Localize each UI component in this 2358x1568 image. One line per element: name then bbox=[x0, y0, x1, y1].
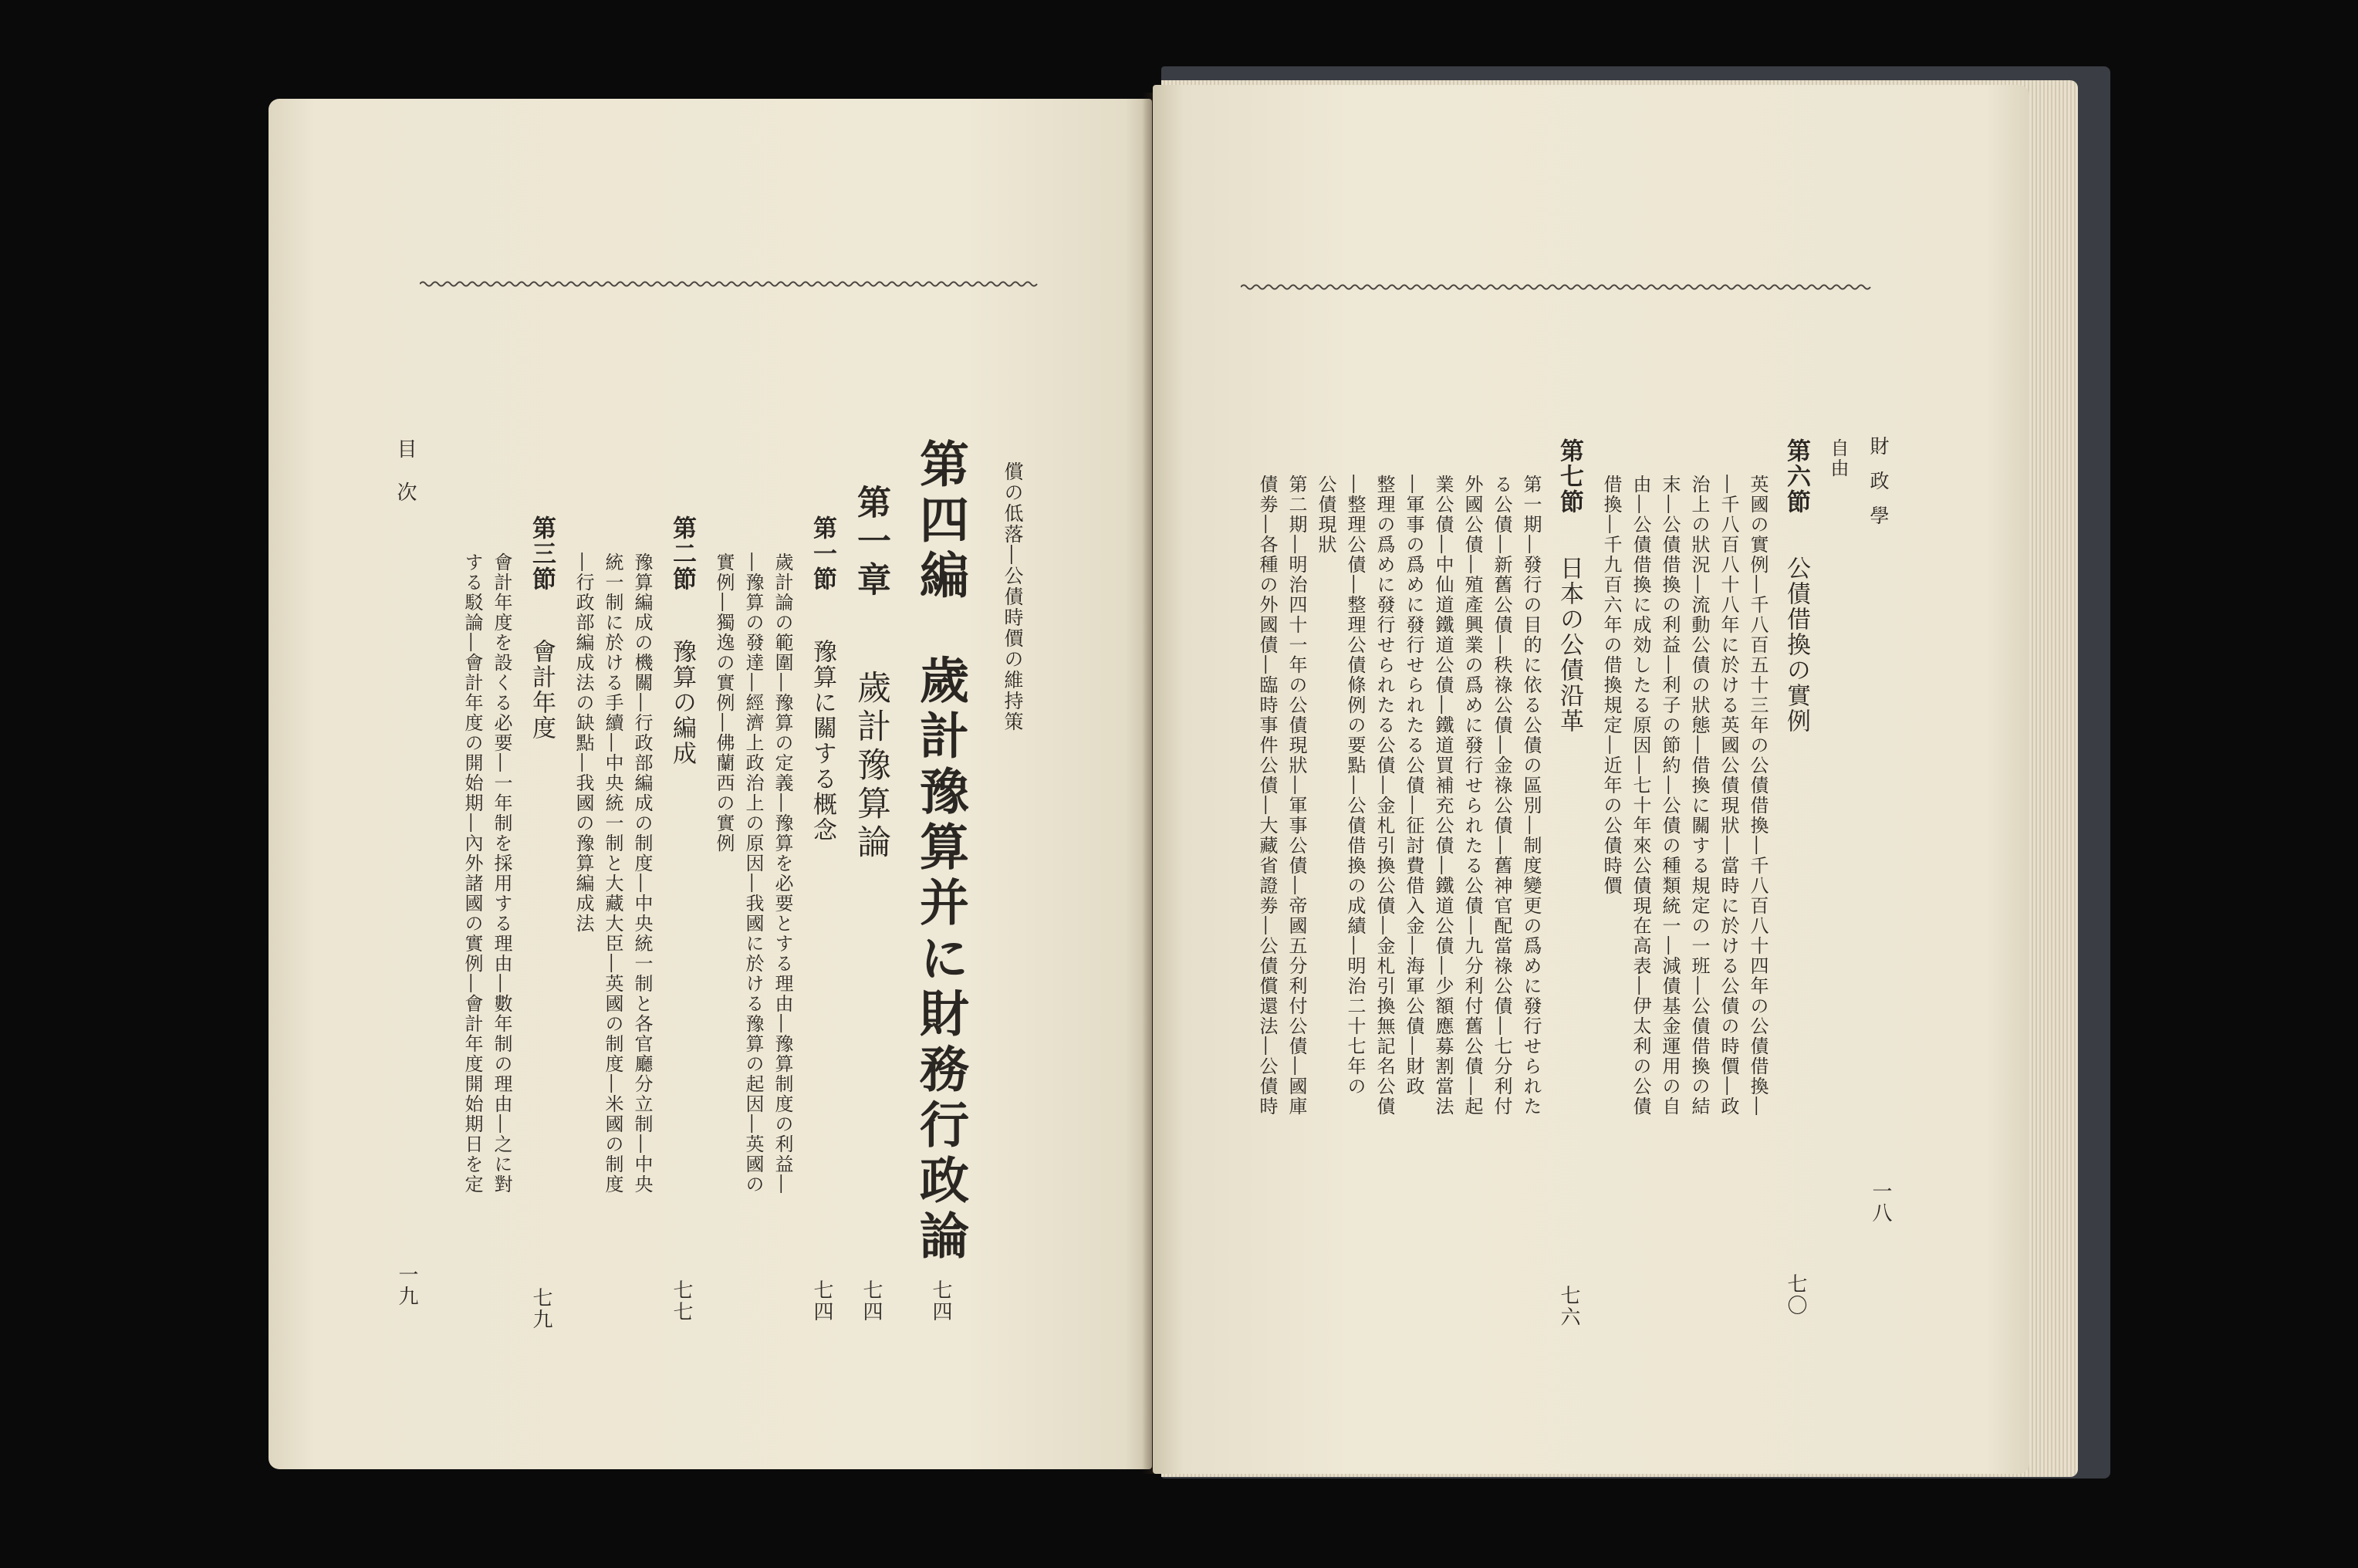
section-7-line-3: 外國公債―殖產興業の爲めに發行せられたる公債―九分利付舊公債―起 bbox=[1461, 475, 1483, 1117]
section-3-title: 會計年度 bbox=[528, 639, 556, 741]
section-6-label: 第六節 bbox=[1782, 438, 1810, 515]
left-page bbox=[269, 99, 1152, 1469]
section-6-title: 公債借換の實例 bbox=[1782, 556, 1810, 734]
section-7-line-10: 債劵―各種の外國債―臨時事件公債―大藏省證劵―公債償還法―公債時 bbox=[1256, 475, 1278, 1117]
section-7-label: 第七節 bbox=[1556, 438, 1583, 515]
right-running-head: 財政學 bbox=[1867, 436, 1890, 540]
section-1-line-2: ―豫算の發達―經濟上政治上の原因―我國に於ける豫算の起因―英國の bbox=[742, 553, 764, 1195]
section-6-line-1: 英國の實例―千八百五十三年の公債借換―千八百八十四年の公債借換― bbox=[1747, 475, 1768, 1117]
chapter-page-number: 七四 bbox=[860, 1279, 883, 1323]
section-7-line-9: 第二期―明治四十一年の公債現狀―軍事公債―帝國五分利付公債―國庫 bbox=[1285, 475, 1307, 1117]
section-1-line-1: 歲計論の範圍―豫算の定義―豫算を必要とする理由―豫算制度の利益― bbox=[772, 553, 793, 1195]
part-title: 第四編 bbox=[911, 438, 968, 605]
section-6-line-3: 治上の狀況―流動公債の狀態―借換に關する規定の一班―公債借換の結 bbox=[1688, 475, 1710, 1117]
section-1-label: 第一節 bbox=[809, 515, 836, 592]
section-7-title: 日本の公債沿革 bbox=[1556, 556, 1583, 734]
left-carry-line: 償の低落―公債時價の維持策 bbox=[1002, 461, 1024, 732]
section-6-line-5: 由―公債借換に成効したる原因―七十年來公債現在高表―伊太利の公債 bbox=[1630, 475, 1651, 1117]
right-page bbox=[1153, 85, 2029, 1474]
section-7-line-1: 第一期―發行の目的に依る公債の區別―制度變更の爲めに發行せられた bbox=[1520, 475, 1542, 1117]
right-wavy-rule bbox=[1241, 282, 1878, 292]
section-7-line-5: ―軍事の爲めに發行せられたる公債―征討費借入金―海軍公債―財政 bbox=[1403, 475, 1424, 1097]
section-6-line-4: 末―公債借換の利益―利子の節約―公債の種類統一―減債基金運用の自 bbox=[1659, 475, 1681, 1117]
part-page-number: 七四 bbox=[929, 1279, 952, 1323]
section-3-line-1: 會計年度を設くる必要―一年制を採用する理由―數年制の理由―之に對 bbox=[491, 553, 512, 1195]
left-wavy-rule bbox=[420, 279, 1046, 289]
chapter-title: 歲計豫算論 bbox=[851, 670, 890, 863]
chapter-label: 第一章 bbox=[851, 485, 890, 600]
section-3-label: 第三節 bbox=[528, 515, 556, 592]
section-7-line-6: 整理の爲めに發行せられたる公債―金札引換公債―金札引換無記名公債 bbox=[1373, 475, 1395, 1117]
section-7-line-2: る公債―新舊公債―秩祿公債―金祿公債―舊神官配當祿公債―七分利付 bbox=[1491, 475, 1512, 1117]
right-folio: 一八 bbox=[1869, 1181, 1892, 1224]
section-3-page-number: 七九 bbox=[529, 1287, 552, 1330]
section-2-page-number: 七七 bbox=[670, 1279, 693, 1323]
section-2-label: 第二節 bbox=[668, 515, 696, 592]
section-6-line-2: ―千八百八十八年に於ける英國公債現狀―當時に於ける公債の時價―政 bbox=[1718, 475, 1739, 1117]
section-2-line-1: 豫算編成の機關―行政部編成の制度―中央統一制と各官廳分立制―中央 bbox=[631, 553, 653, 1195]
section-2-line-2: 統一制に於ける手續―中央統一制と大藏大臣―英國の制度―米國の制度 bbox=[602, 553, 623, 1195]
section-7-line-8: 公債現狀 bbox=[1315, 475, 1336, 555]
section-7-line-4: 業公債―中仙道鐵道公債―鐵道買補充公債―鐵道公債―少額應募割當法 bbox=[1432, 475, 1454, 1117]
section-6-page-number: 七〇 bbox=[1784, 1273, 1807, 1316]
section-1-title: 豫算に關する概念 bbox=[809, 639, 836, 843]
section-3-line-2: する駁論―會計年度の開始期―內外諸國の實例―會計年度開始期日を定 bbox=[461, 553, 483, 1195]
section-7-line-7: ―整理公債―整理公債條例の要點―公債借換の成績―明治二十七年の bbox=[1344, 475, 1366, 1097]
section-2-line-3: ―行政部編成法の缺點―我國の豫算編成法 bbox=[573, 553, 594, 934]
section-2-title: 豫算の編成 bbox=[668, 639, 696, 766]
section-1-page-number: 七四 bbox=[810, 1279, 833, 1323]
left-folio: 一九 bbox=[395, 1264, 418, 1307]
section-7-page-number: 七六 bbox=[1557, 1285, 1580, 1328]
right-carry-line: 自由 bbox=[1827, 438, 1849, 478]
section-6-line-6: 借換―千九百六年の借換規定―近年の公債時價 bbox=[1600, 475, 1622, 896]
left-running-head: 目次 bbox=[394, 438, 417, 525]
section-1-line-3: 實例―獨逸の實例―佛蘭西の實例 bbox=[713, 553, 735, 853]
part-subtitle: 歲計豫算并に財務行政論 bbox=[911, 654, 968, 1266]
